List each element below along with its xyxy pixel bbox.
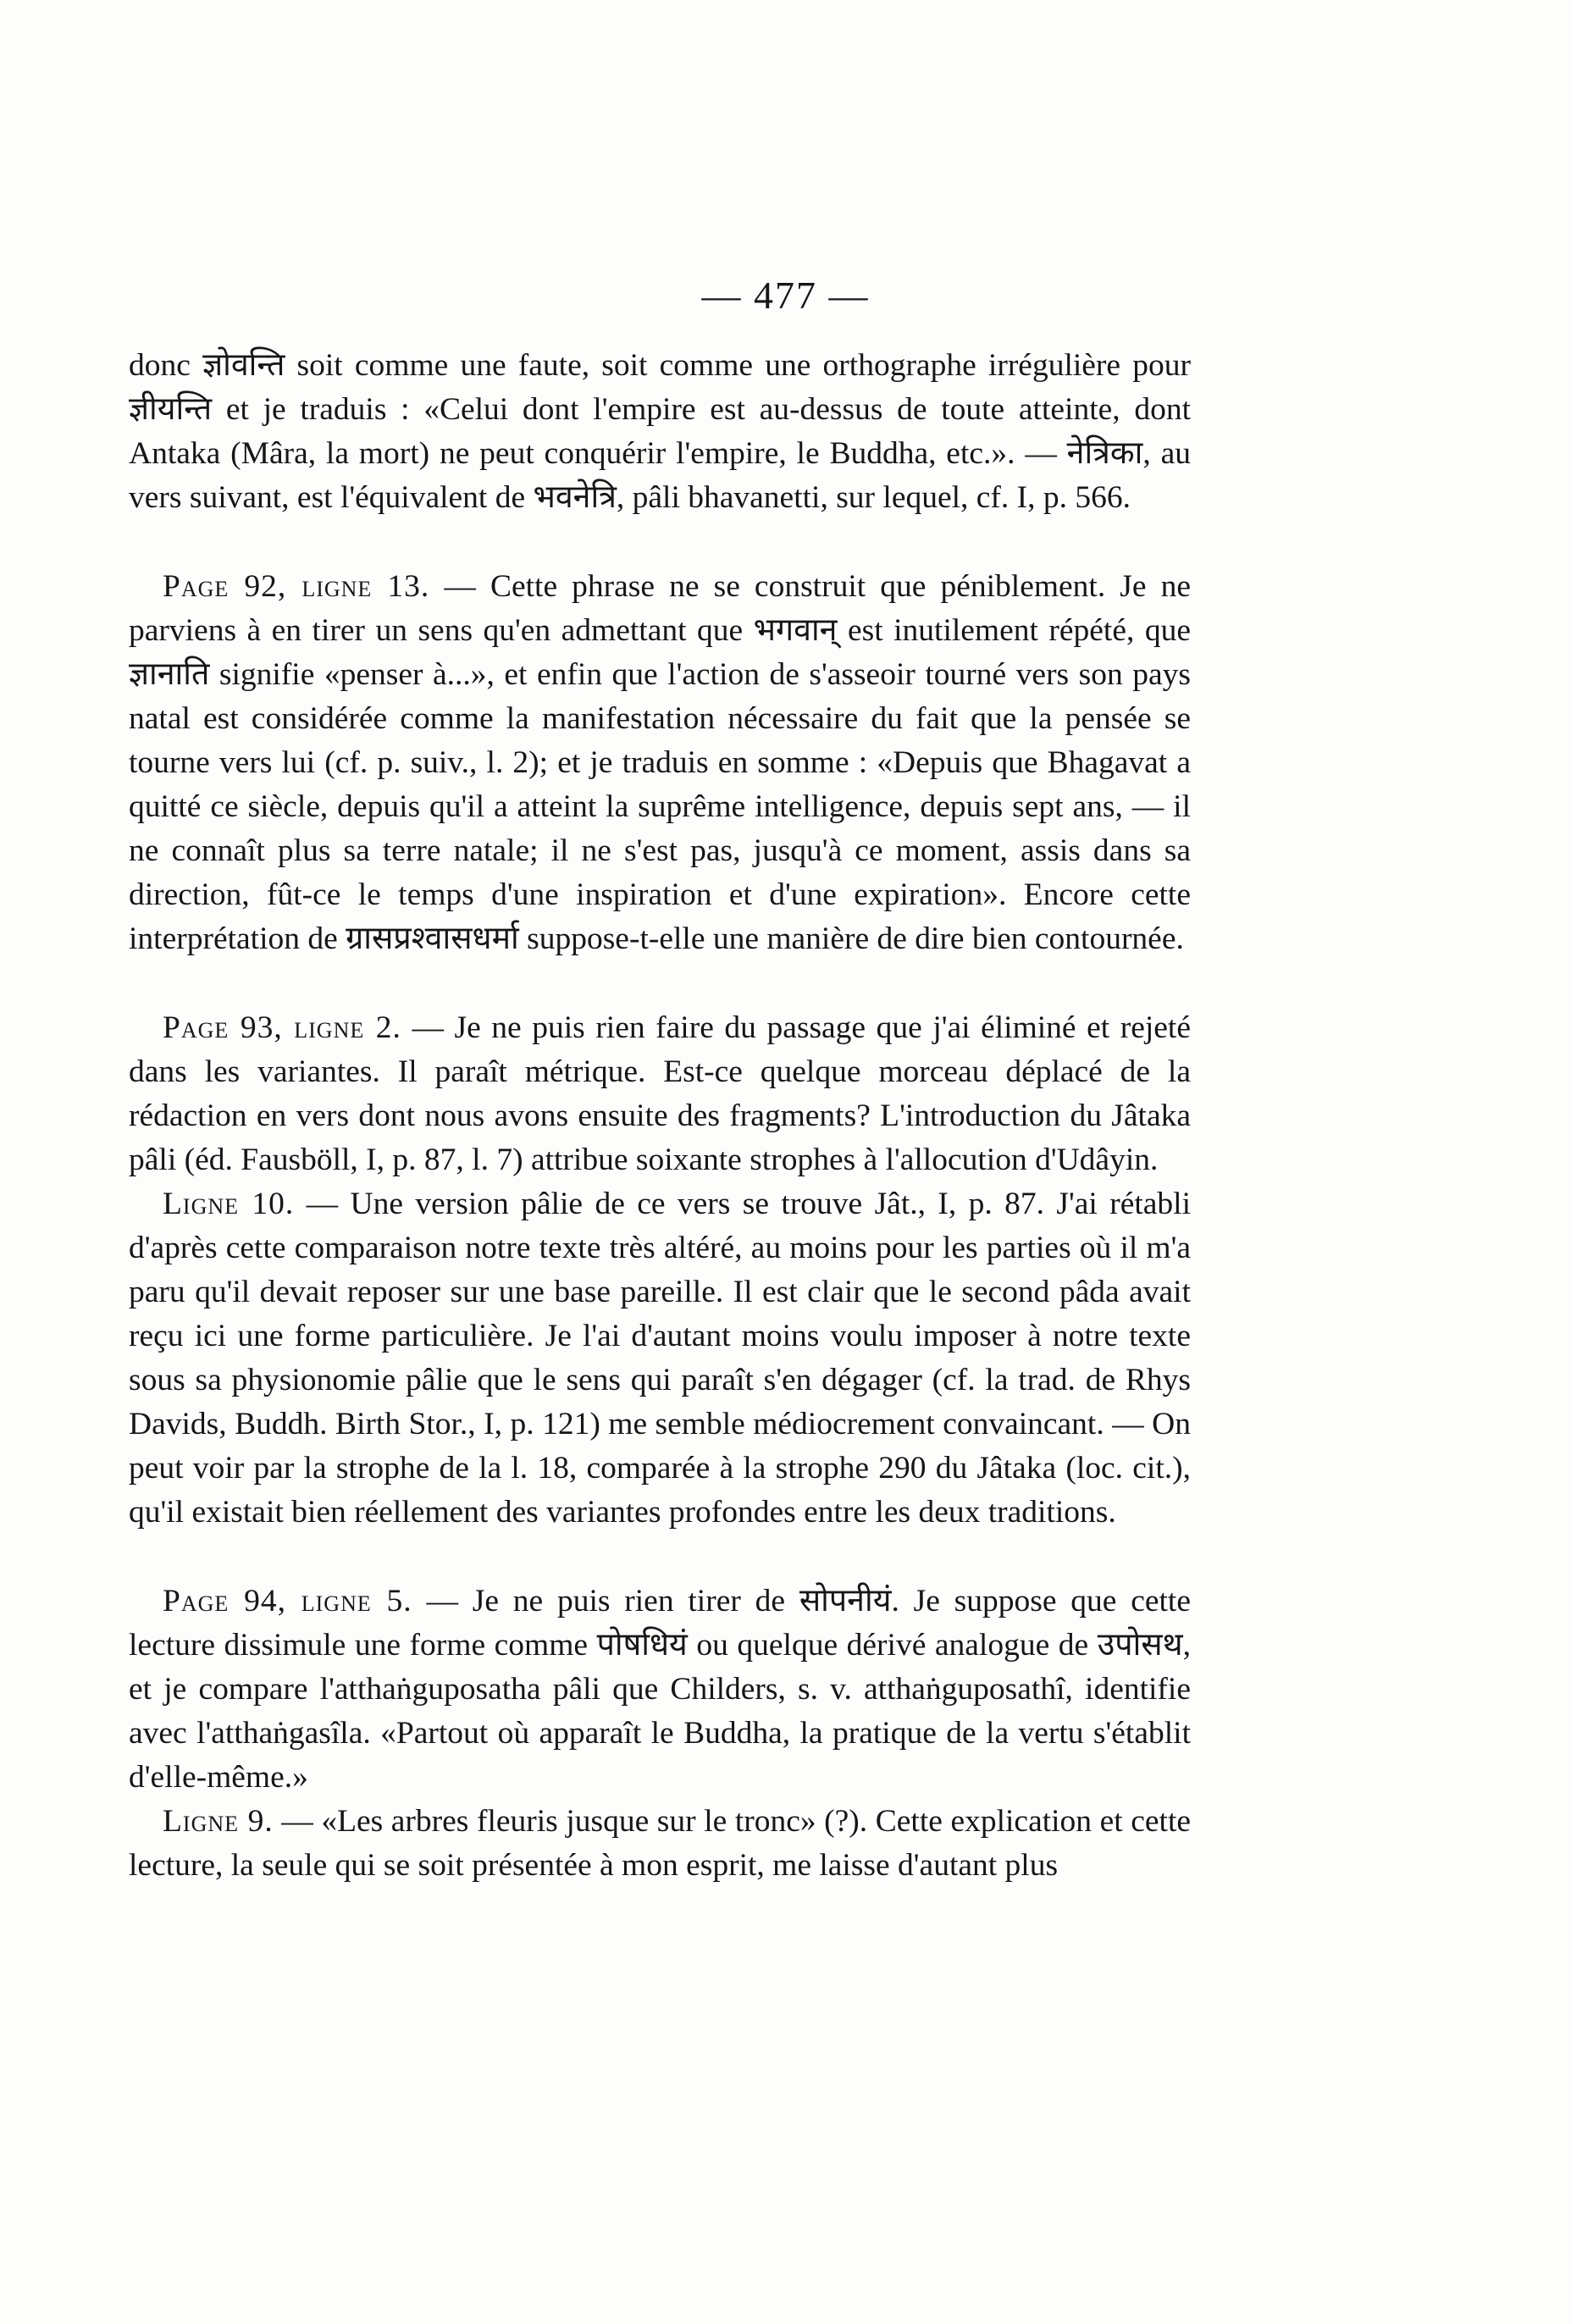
paragraph-text: donc ज्ञोवन्ति soit comme une faute, soit comme une orthographe irrégulière pour ज्ञीयन्ति et je traduis : «Celui dont l'empire est au-dessus de toute atteinte, dont Antaka (Mâra, la mort) ne peut conquérir l'empire, le Buddha, etc.». — नेत्रिका, au vers suivant, est l'équivalent de भवनेत्रि, pâli bhavanetti, sur lequel, cf. I, p. 566. [129,348,1191,515]
note-label: Ligne 9. [163,1804,274,1839]
paragraph-text: — Cette phrase ne se construit que péniblement. Je ne parviens à en tirer un sens qu'en admettant que भगवान् est inutilement répété, que ज्ञानाति signifie «penser à...», et enfin que l'action de s'asseoir tourné vers son pays natal est considérée comme la manifestation nécessaire du fait que la pensée se tourne vers lui (cf. p. suiv., l. 2); et je traduis en somme : «Depuis que Bhagavat a quitté ce siècle, depuis qu'il a atteint la suprême intelligence, depuis sept ans, — il ne connaît plus sa terre natale; il ne s'est pas, jusqu'à ce moment, assis dans sa direction, fût-ce le temps d'une inspiration et d'une expiration». Encore cette interprétation de ग्रासप्रश्वासधर्मा suppose-t-elle une manière de dire bien contournée. [129,569,1192,956]
paragraph-text: — Une version pâlie de ce vers se trouve Jât., I, p. 87. J'ai rétabli d'après cette comparaison notre texte très altéré, au moins pour les parties où il m'a paru qu'il devait reposer sur une base pareille. Il est clair que le second pâda avait reçu ici une forme particulière. Je l'ai d'autant moins voulu imposer à notre texte sous sa physionomie pâlie que le sens qui paraît s'en dégager (cf. la trad. de Rhys Davids, Buddh. Birth Stor., I, p. 121) me semble médiocrement convaincant. — On peut voir par la strophe de la l. 18, comparée à la strophe 290 du Jâtaka (loc. cit.), qu'il existait bien réellement des variantes profondes entre les deux traditions. [129,1187,1191,1530]
note-label: Page 94, ligne 5. [163,1584,412,1618]
paragraph-text: — Je ne puis rien faire du passage que j'ai éliminé et rejeté dans les variantes. Il paraît métrique. Est-ce quelque morceau déplacé de la rédaction en vers dont nous avons ensuite des fragments? L'introduction du Jâtaka pâli (éd. Fausböll, I, p. 87, l. 7) attribue soixante strophes à l'allocution d'Udâyin. [129,1010,1191,1177]
note-label: Ligne 10. [163,1187,295,1221]
paragraph-page-92 [129,565,1191,961]
paragraph-continuation [129,344,1191,520]
paragraph-text: — «Les arbres fleuris jusque sur le tronc» (?). Cette explication et cette lecture, la seule qui se soit présentée à mon esprit, me laisse d'autant plus [129,1804,1192,1883]
paragraph-page-93 [129,1006,1191,1182]
paragraph-page-94 [129,1580,1191,1800]
note-label: Page 93, ligne 2. [163,1010,401,1045]
paragraph-text: — Je ne puis rien tirer de सोपनीयं. Je suppose que cette lecture dissimule une forme comme पोषधियं ou quelque dérivé analogue de उपोसथ, et je compare l'atthaṅguposatha pâli que Childers, s. v. atthaṅguposathî, identifie avec l'atthaṅgasîla. «Partout où apparaît le Buddha, la pratique de la vertu s'établit d'elle-même.» [129,1584,1191,1795]
paragraph-ligne-10 [129,1182,1191,1535]
page-number: — 477 — [701,274,870,317]
note-label: Page 92, ligne 13. [163,569,430,604]
body-text [129,344,1191,1888]
paragraph-ligne-9 [129,1800,1191,1888]
